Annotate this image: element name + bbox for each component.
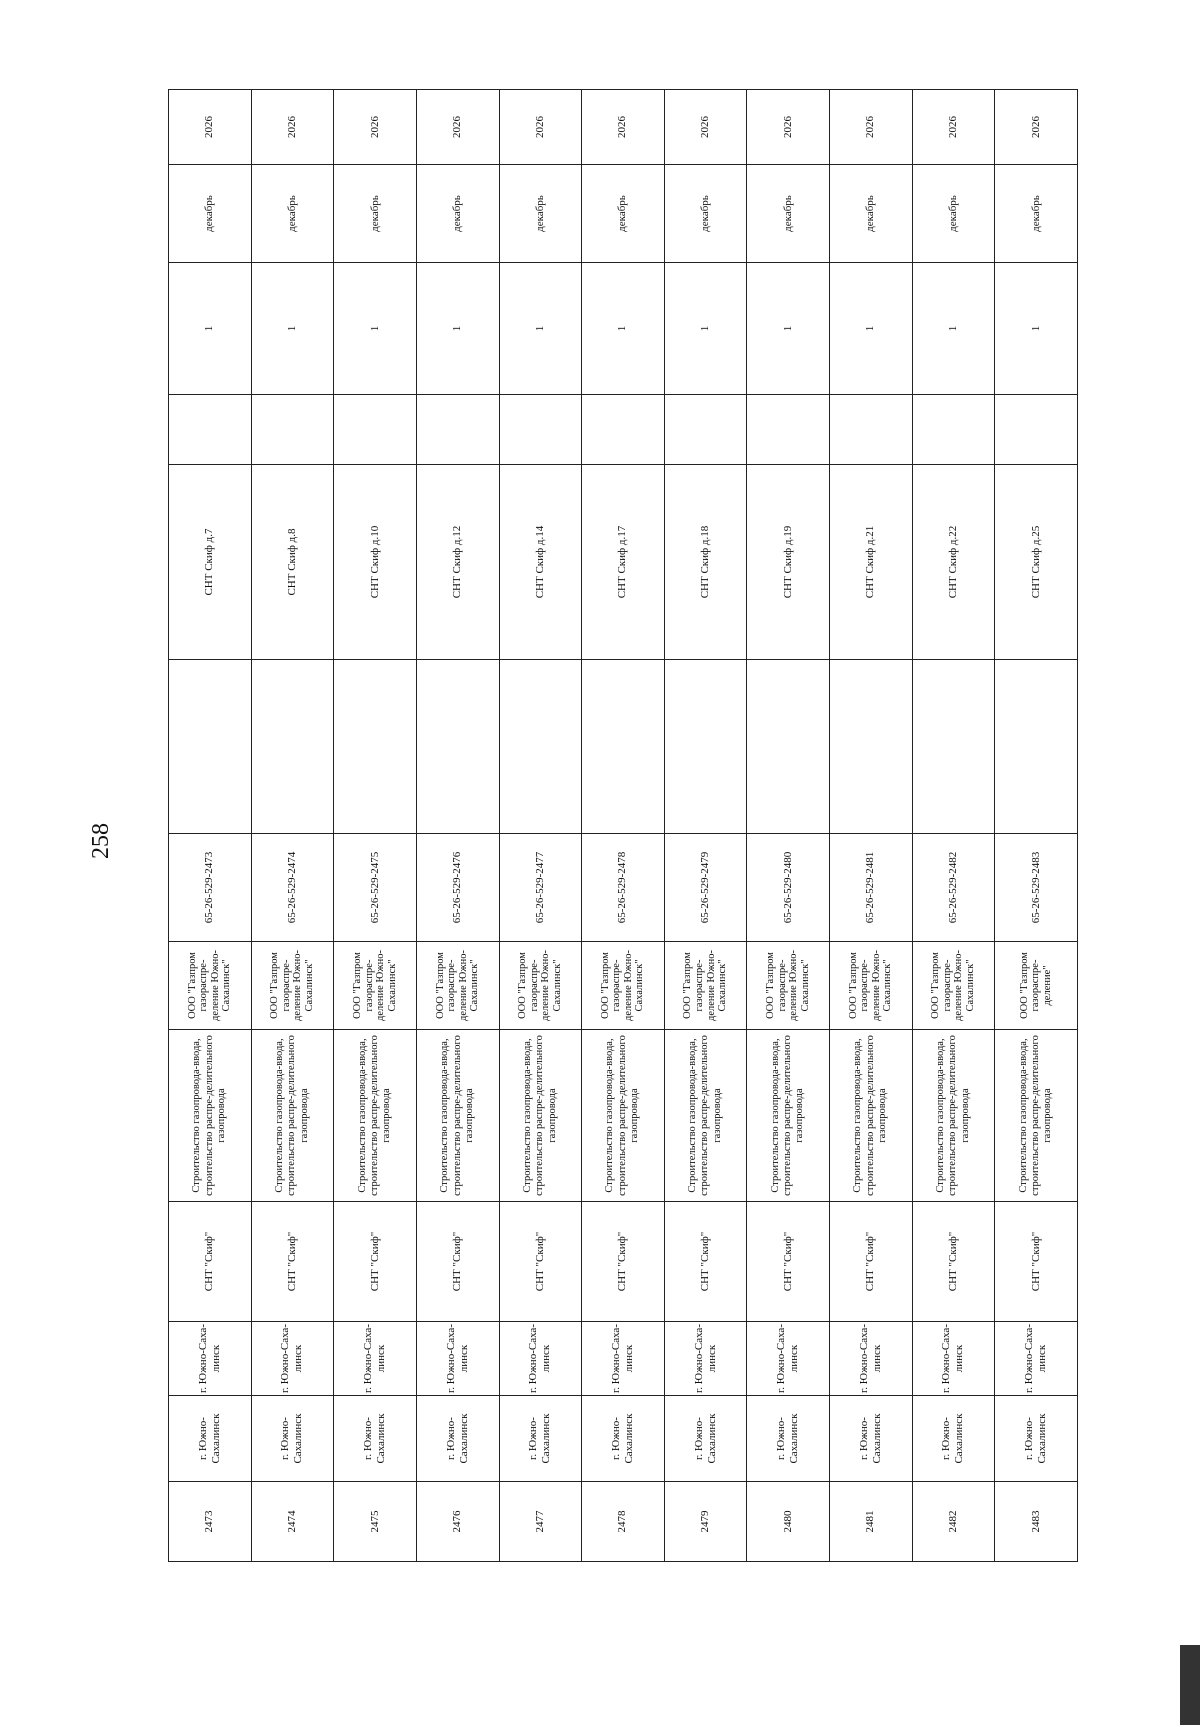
row-number-cell: 2475 xyxy=(334,1482,417,1562)
object-code-cell: 65-26-529-2479 xyxy=(664,834,747,942)
settlement-cell: г. Южно-Саха-линск xyxy=(912,1322,995,1396)
work-description-cell: Строительство газопровода-ввода, строительство распре-делительного газопровода xyxy=(582,1030,665,1202)
quantity-cell: 1 xyxy=(582,263,665,395)
empty-cell xyxy=(251,660,334,834)
municipality-cell: г. Южно-Сахалинск xyxy=(995,1396,1078,1482)
settlement-cell: г. Южно-Саха-линск xyxy=(582,1322,665,1396)
settlement-cell: г. Южно-Саха-линск xyxy=(169,1322,252,1396)
object-code-cell: 65-26-529-2483 xyxy=(995,834,1078,942)
month-cell: декабрь xyxy=(830,165,913,263)
empty-cell xyxy=(664,660,747,834)
municipality-cell: г. Южно-Сахалинск xyxy=(251,1396,334,1482)
settlement-cell: г. Южно-Саха-линск xyxy=(334,1322,417,1396)
table-body xyxy=(169,90,1078,1562)
empty-cell xyxy=(582,660,665,834)
organization-cell: ООО "Газпром газораспре-деление Южно-Сахалинск" xyxy=(169,942,252,1030)
object-code-cell: 65-26-529-2480 xyxy=(747,834,830,942)
settlement-cell: г. Южно-Саха-линск xyxy=(416,1322,499,1396)
year-cell: 2026 xyxy=(499,90,582,165)
year-cell: 2026 xyxy=(251,90,334,165)
table-row xyxy=(499,90,582,1562)
organization-cell: ООО "Газпром газораспре-деление Южно-Сахалинск" xyxy=(912,942,995,1030)
table-row xyxy=(251,90,334,1562)
month-cell: декабрь xyxy=(912,165,995,263)
rotated-table-container xyxy=(168,90,1078,1562)
empty-cell xyxy=(582,395,665,465)
work-description-cell: Строительство газопровода-ввода, строительство распре-делительного газопровода xyxy=(334,1030,417,1202)
applicant-cell: СНТ "Скиф" xyxy=(912,1202,995,1322)
empty-cell xyxy=(747,395,830,465)
year-cell: 2026 xyxy=(416,90,499,165)
row-number-cell: 2474 xyxy=(251,1482,334,1562)
applicant-cell: СНТ "Скиф" xyxy=(169,1202,252,1322)
applicant-cell: СНТ "Скиф" xyxy=(582,1202,665,1322)
applicant-cell: СНТ "Скиф" xyxy=(995,1202,1078,1322)
empty-cell xyxy=(169,395,252,465)
empty-cell xyxy=(912,660,995,834)
row-number-cell: 2477 xyxy=(499,1482,582,1562)
month-cell: декабрь xyxy=(664,165,747,263)
municipality-cell: г. Южно-Сахалинск xyxy=(830,1396,913,1482)
object-code-cell: 65-26-529-2478 xyxy=(582,834,665,942)
municipality-cell: г. Южно-Сахалинск xyxy=(582,1396,665,1482)
work-description-cell: Строительство газопровода-ввода, строительство распре-делительного газопровода xyxy=(169,1030,252,1202)
month-cell: декабрь xyxy=(995,165,1078,263)
row-number-cell: 2483 xyxy=(995,1482,1078,1562)
table-row xyxy=(912,90,995,1562)
year-cell: 2026 xyxy=(912,90,995,165)
address-cell: СНТ Скиф д.19 xyxy=(747,465,830,660)
organization-cell: ООО "Газпром газораспре-деление Южно-Сахалинск" xyxy=(582,942,665,1030)
applicant-cell: СНТ "Скиф" xyxy=(747,1202,830,1322)
work-description-cell: Строительство газопровода-ввода, строительство распре-делительного газопровода xyxy=(251,1030,334,1202)
applicant-cell: СНТ "Скиф" xyxy=(664,1202,747,1322)
work-description-cell: Строительство газопровода-ввода, строительство распре-делительного газопровода xyxy=(416,1030,499,1202)
year-cell: 2026 xyxy=(334,90,417,165)
page-number: 258 xyxy=(87,823,114,859)
settlement-cell: г. Южно-Саха-линск xyxy=(995,1322,1078,1396)
year-cell: 2026 xyxy=(995,90,1078,165)
month-cell: декабрь xyxy=(747,165,830,263)
empty-cell xyxy=(416,395,499,465)
table-row xyxy=(830,90,913,1562)
year-cell: 2026 xyxy=(169,90,252,165)
empty-cell xyxy=(334,395,417,465)
organization-cell: ООО "Газпром газораспре-деление Южно-Сахалинск" xyxy=(416,942,499,1030)
quantity-cell: 1 xyxy=(664,263,747,395)
applicant-cell: СНТ "Скиф" xyxy=(251,1202,334,1322)
settlement-cell: г. Южно-Саха-линск xyxy=(830,1322,913,1396)
empty-cell xyxy=(416,660,499,834)
empty-cell xyxy=(499,660,582,834)
applicant-cell: СНТ "Скиф" xyxy=(334,1202,417,1322)
month-cell: декабрь xyxy=(582,165,665,263)
applicant-cell: СНТ "Скиф" xyxy=(499,1202,582,1322)
object-code-cell: 65-26-529-2473 xyxy=(169,834,252,942)
row-number-cell: 2480 xyxy=(747,1482,830,1562)
year-cell: 2026 xyxy=(747,90,830,165)
municipality-cell: г. Южно-Сахалинск xyxy=(747,1396,830,1482)
row-number-cell: 2482 xyxy=(912,1482,995,1562)
row-number-cell: 2479 xyxy=(664,1482,747,1562)
empty-cell xyxy=(169,660,252,834)
object-code-cell: 65-26-529-2481 xyxy=(830,834,913,942)
empty-cell xyxy=(830,660,913,834)
municipality-cell: г. Южно-Сахалинск xyxy=(169,1396,252,1482)
row-number-cell: 2481 xyxy=(830,1482,913,1562)
empty-cell xyxy=(747,660,830,834)
address-cell: СНТ Скиф д.17 xyxy=(582,465,665,660)
empty-cell xyxy=(830,395,913,465)
quantity-cell: 1 xyxy=(499,263,582,395)
quantity-cell: 1 xyxy=(334,263,417,395)
year-cell: 2026 xyxy=(830,90,913,165)
municipality-cell: г. Южно-Сахалинск xyxy=(334,1396,417,1482)
work-description-cell: Строительство газопровода-ввода, строительство распре-делительного газопровода xyxy=(912,1030,995,1202)
empty-cell xyxy=(251,395,334,465)
applicant-cell: СНТ "Скиф" xyxy=(416,1202,499,1322)
month-cell: декабрь xyxy=(334,165,417,263)
object-code-cell: 65-26-529-2476 xyxy=(416,834,499,942)
empty-cell xyxy=(995,660,1078,834)
object-code-cell: 65-26-529-2474 xyxy=(251,834,334,942)
address-cell: СНТ Скиф д.22 xyxy=(912,465,995,660)
applicant-cell: СНТ "Скиф" xyxy=(830,1202,913,1322)
quantity-cell: 1 xyxy=(747,263,830,395)
table-row xyxy=(416,90,499,1562)
municipality-cell: г. Южно-Сахалинск xyxy=(912,1396,995,1482)
month-cell: декабрь xyxy=(499,165,582,263)
address-cell: СНТ Скиф д.18 xyxy=(664,465,747,660)
table-row xyxy=(334,90,417,1562)
month-cell: декабрь xyxy=(251,165,334,263)
year-cell: 2026 xyxy=(664,90,747,165)
address-cell: СНТ Скиф д.21 xyxy=(830,465,913,660)
quantity-cell: 1 xyxy=(830,263,913,395)
quantity-cell: 1 xyxy=(251,263,334,395)
month-cell: декабрь xyxy=(416,165,499,263)
scan-edge-mark xyxy=(1180,1645,1200,1725)
organization-cell: ООО "Газпром газораспре-деление Южно-Сахалинск" xyxy=(664,942,747,1030)
table-row xyxy=(582,90,665,1562)
work-description-cell: Строительство газопровода-ввода, строительство распре-делительного газопровода xyxy=(747,1030,830,1202)
quantity-cell: 1 xyxy=(912,263,995,395)
object-code-cell: 65-26-529-2477 xyxy=(499,834,582,942)
row-number-cell: 2478 xyxy=(582,1482,665,1562)
address-cell: СНТ Скиф д.8 xyxy=(251,465,334,660)
address-cell: СНТ Скиф д.7 xyxy=(169,465,252,660)
organization-cell: ООО "Газпром газораспре-деление Южно-Сахалинск" xyxy=(830,942,913,1030)
settlement-cell: г. Южно-Саха-линск xyxy=(251,1322,334,1396)
empty-cell xyxy=(499,395,582,465)
object-code-cell: 65-26-529-2482 xyxy=(912,834,995,942)
work-description-cell: Строительство газопровода-ввода, строительство распре-делительного газопровода xyxy=(664,1030,747,1202)
gasification-table xyxy=(168,89,1078,1562)
work-description-cell: Строительство газопровода-ввода, строительство распре-делительного газопровода xyxy=(499,1030,582,1202)
organization-cell: ООО "Газпром газораспре-деление Южно-Сахалинск" xyxy=(499,942,582,1030)
settlement-cell: г. Южно-Саха-линск xyxy=(664,1322,747,1396)
object-code-cell: 65-26-529-2475 xyxy=(334,834,417,942)
work-description-cell: Строительство газопровода-ввода, строительство распре-делительного газопровода xyxy=(830,1030,913,1202)
quantity-cell: 1 xyxy=(995,263,1078,395)
table-row xyxy=(747,90,830,1562)
address-cell: СНТ Скиф д.10 xyxy=(334,465,417,660)
quantity-cell: 1 xyxy=(416,263,499,395)
organization-cell: ООО "Газпром газораспре-деление Южно-Сахалинск" xyxy=(334,942,417,1030)
empty-cell xyxy=(995,395,1078,465)
year-cell: 2026 xyxy=(582,90,665,165)
address-cell: СНТ Скиф д.12 xyxy=(416,465,499,660)
address-cell: СНТ Скиф д.25 xyxy=(995,465,1078,660)
address-cell: СНТ Скиф д.14 xyxy=(499,465,582,660)
table-row xyxy=(664,90,747,1562)
row-number-cell: 2476 xyxy=(416,1482,499,1562)
organization-cell: ООО "Газпром газораспре-деление Южно-Сахалинск" xyxy=(747,942,830,1030)
work-description-cell: Строительство газопровода-ввода, строительство распре-делительного газопровода xyxy=(995,1030,1078,1202)
table-region xyxy=(168,90,1078,1562)
settlement-cell: г. Южно-Саха-линск xyxy=(747,1322,830,1396)
quantity-cell: 1 xyxy=(169,263,252,395)
settlement-cell: г. Южно-Саха-линск xyxy=(499,1322,582,1396)
table-row xyxy=(169,90,252,1562)
empty-cell xyxy=(334,660,417,834)
table-row xyxy=(995,90,1078,1562)
organization-cell: ООО "Газпром газораспре-деление Южно-Сахалинск" xyxy=(251,942,334,1030)
empty-cell xyxy=(912,395,995,465)
organization-cell: ООО "Газпром газораспре-деление" xyxy=(995,942,1078,1030)
row-number-cell: 2473 xyxy=(169,1482,252,1562)
empty-cell xyxy=(664,395,747,465)
municipality-cell: г. Южно-Сахалинск xyxy=(499,1396,582,1482)
municipality-cell: г. Южно-Сахалинск xyxy=(416,1396,499,1482)
municipality-cell: г. Южно-Сахалинск xyxy=(664,1396,747,1482)
month-cell: декабрь xyxy=(169,165,252,263)
